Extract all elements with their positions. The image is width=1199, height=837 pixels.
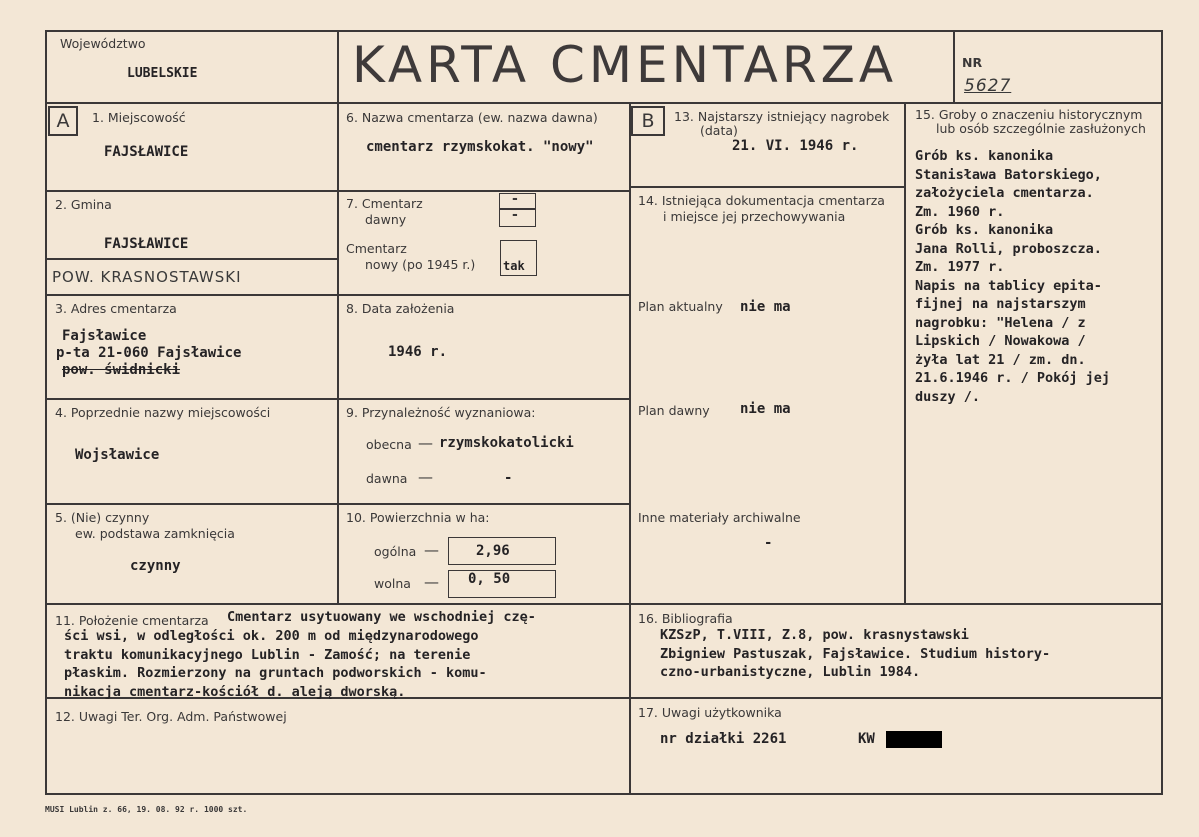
field-5-label2: ew. podstawa zamknięcia bbox=[75, 526, 235, 541]
border-bottom bbox=[45, 793, 1163, 795]
other-materials-label: Inne materiały archiwalne bbox=[638, 510, 801, 525]
field-10-free-value: 0, 50 bbox=[468, 571, 511, 587]
divider-col1 bbox=[337, 102, 339, 604]
field-6-value: cmentarz rzymskokat. "nowy" bbox=[366, 139, 594, 155]
field-15-text: Grób ks. kanonika Stanisława Batorskiego, założyciela cmentarza. Zm. 1960 r. Grób ks. kanonika Jana Rolli, proboszcza. Zm. 1977 r. Napis na tablicy epita- fijnej na najstarszym nagrobku: "Helena / z Lipskich / Nowakowa / żyła lat 21 / zm. dn. 21.6.1946 r. / Pokój jej duszy /. bbox=[915, 148, 1111, 405]
border-left bbox=[45, 30, 47, 795]
field-8-value: 1946 r. bbox=[388, 344, 448, 360]
field-16-label: 16. Bibliografia bbox=[638, 611, 733, 626]
field-3-label: 3. Adres cmentarza bbox=[55, 301, 177, 316]
divider-r3 bbox=[45, 398, 631, 400]
field-14-label1: 14. Istniejąca dokumentacja cmentarza bbox=[638, 193, 885, 208]
field-12-label: 12. Uwagi Ter. Org. Adm. Państwowej bbox=[55, 709, 287, 724]
divider-col2 bbox=[629, 102, 631, 604]
field-15-label2: lub osób szczególnie zasłużonych bbox=[936, 121, 1146, 136]
field-17-kw-label: KW bbox=[858, 731, 875, 747]
field-4-value: Wojsławice bbox=[75, 447, 160, 463]
field-17-value: nr działki 2261 bbox=[660, 731, 787, 747]
divider-r2a bbox=[45, 258, 337, 260]
field-7-label1: 7. Cmentarz bbox=[346, 196, 423, 211]
field-5-value: czynny bbox=[130, 558, 181, 574]
divider-r5 bbox=[45, 603, 1163, 605]
field-16-text: KZSzP, T.VIII, Z.8, pow. krasnystawski Zbigniew Pastuszak, Fajsławice. Studium history- czno-urbanistyczne, Lublin 1984. bbox=[660, 627, 1051, 680]
field-9-current-label: obecna bbox=[366, 437, 412, 452]
field-7-box3-value: tak bbox=[503, 259, 525, 273]
field-7-box1-value: - bbox=[512, 191, 518, 207]
nr-value: 5627 bbox=[964, 76, 1012, 96]
plan-former-label: Plan dawny bbox=[638, 403, 710, 418]
field-17-label: 17. Uwagi użytkownika bbox=[638, 705, 782, 720]
section-b-marker: B bbox=[631, 106, 665, 136]
field-4-label: 4. Poprzednie nazwy miejscowości bbox=[55, 405, 271, 420]
voivodeship-label: Województwo bbox=[60, 36, 146, 51]
divider-r1-b bbox=[629, 186, 906, 188]
field-2-extra: POW. KRASNOSTAWSKI bbox=[52, 268, 242, 286]
nr-label: NR bbox=[962, 55, 983, 70]
field-14-label2: i miejsce jej przechowywania bbox=[663, 209, 846, 224]
divider-r1 bbox=[45, 190, 631, 192]
divider-r2 bbox=[45, 294, 631, 296]
field-10-total-dash: — bbox=[424, 541, 439, 559]
field-10-total-value: 2,96 bbox=[476, 543, 510, 559]
field-9-current-dash: — bbox=[418, 434, 433, 452]
field-7-label2: dawny bbox=[365, 212, 407, 227]
field-2-value: FAJSŁAWICE bbox=[104, 236, 189, 252]
voivodeship-value: LUBELSKIE bbox=[127, 66, 198, 81]
plan-current-label: Plan aktualny bbox=[638, 299, 723, 314]
other-materials-value: - bbox=[764, 535, 773, 551]
field-3-line1: Fajsławice bbox=[62, 328, 147, 344]
divider-header-v2 bbox=[953, 30, 955, 102]
border-right bbox=[1161, 30, 1163, 795]
field-13-label2: (data) bbox=[700, 123, 738, 138]
field-2-label: 2. Gmina bbox=[55, 197, 112, 212]
field-7-box2-value: - bbox=[512, 207, 518, 223]
field-6-label: 6. Nazwa cmentarza (ew. nazwa dawna) bbox=[346, 110, 598, 125]
section-a-marker: A bbox=[48, 106, 78, 136]
field-7-label4: nowy (po 1945 r.) bbox=[365, 257, 476, 272]
field-11-label: 11. Położenie cmentarza bbox=[55, 613, 209, 628]
field-11-text: ści wsi, w odległości ok. 200 m od międzynarodowego traktu komunikacyjnego Lublin - Zamość; na terenie płaskim. Rozmierzony na gruntach podworskich - komu- nikacja cmentarz-kościół d. aleją dworską. bbox=[64, 628, 487, 700]
print-footer: MUSI Lublin z. 66, 19. 08. 92 r. 1000 szt. bbox=[45, 805, 248, 814]
field-11-first-line: Cmentarz usytuowany we wschodniej czę- bbox=[227, 609, 536, 625]
field-10-free-dash: — bbox=[424, 573, 439, 591]
field-3-line3: pow. świdnicki bbox=[62, 362, 181, 378]
divider-col3 bbox=[904, 102, 906, 604]
divider-header-v1 bbox=[337, 30, 339, 102]
field-10-free-label: wolna bbox=[374, 576, 411, 591]
field-1-label: 1. Miejscowość bbox=[92, 110, 186, 125]
field-9-former-value: - bbox=[504, 470, 513, 486]
border-top bbox=[45, 30, 1163, 32]
field-3-line2: p-ta 21-060 Fajsławice bbox=[56, 345, 242, 361]
card-title: KARTA CMENTARZA bbox=[352, 36, 898, 94]
plan-current-value: nie ma bbox=[740, 299, 791, 315]
redaction-bar bbox=[886, 731, 942, 748]
field-10-total-label: ogólna bbox=[374, 544, 417, 559]
field-13-label1: 13. Najstarszy istniejący nagrobek bbox=[674, 109, 890, 124]
plan-former-value: nie ma bbox=[740, 401, 791, 417]
field-9-label: 9. Przynależność wyznaniowa: bbox=[346, 405, 536, 420]
field-10-label: 10. Powierzchnia w ha: bbox=[346, 510, 490, 525]
field-15-label1: 15. Groby o znaczeniu historycznym bbox=[915, 107, 1143, 122]
divider-r4 bbox=[45, 503, 631, 505]
field-8-label: 8. Data założenia bbox=[346, 301, 455, 316]
field-5-label1: 5. (Nie) czynny bbox=[55, 510, 150, 525]
field-9-current-value: rzymskokatolicki bbox=[439, 435, 574, 451]
field-7-label3: Cmentarz bbox=[346, 241, 407, 256]
field-13-value: 21. VI. 1946 r. bbox=[732, 138, 859, 154]
field-9-former-dash: — bbox=[418, 468, 433, 486]
divider-header bbox=[45, 102, 1163, 104]
field-9-former-label: dawna bbox=[366, 471, 408, 486]
field-1-value: FAJSŁAWICE bbox=[104, 144, 189, 160]
